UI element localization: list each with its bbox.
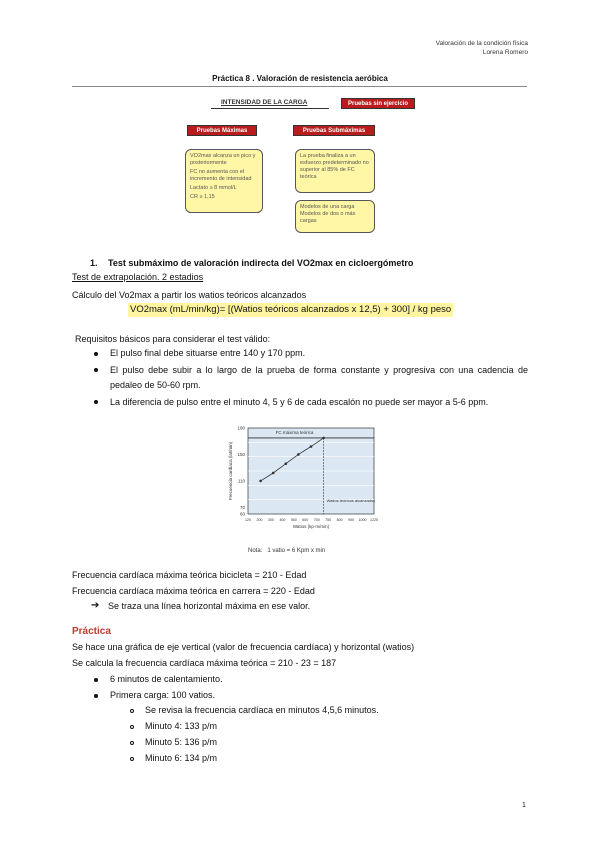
submax-tests-label: Pruebas Submáximas — [293, 125, 375, 136]
bullet-icon — [94, 678, 98, 682]
bullet-icon — [94, 400, 98, 404]
submax-box-text: La prueba finaliza a un esfuerzo predeterminado no superior al 85% de FC teórica — [300, 153, 369, 180]
practice-bullet: Primera carga: 100 vatios. — [110, 690, 216, 700]
submax-box-2 — [295, 200, 375, 233]
bullet-icon — [94, 694, 98, 698]
hr-bike: Frecuencia cardíaca máxima teórica bicicleta = 210 - Edad — [72, 570, 307, 580]
x-tick-label: 700 — [313, 518, 320, 522]
data-point — [297, 453, 300, 456]
max-box-line: FC no aumenta con el incremento de intensidad — [190, 169, 252, 182]
hr-run: Frecuencia cardíaca máxima teórica en carrera = 220 - Edad — [72, 586, 315, 596]
data-point — [272, 472, 275, 475]
data-point — [310, 445, 313, 448]
practice-heading: Práctica — [72, 626, 111, 637]
data-point — [322, 437, 325, 440]
heart-rate-chart — [226, 424, 378, 536]
data-point — [259, 480, 262, 483]
circle-bullet-icon — [130, 725, 134, 729]
max-box-line: VO2max alcanza un pico y posteriormente — [190, 153, 256, 166]
max-box-line: Lactato ≥ 8 mmol/L — [190, 185, 237, 191]
title-rule — [72, 86, 527, 87]
data-point — [285, 462, 288, 465]
arrow-icon: ➔ — [91, 600, 100, 611]
x-tick-label: 200 — [256, 518, 263, 522]
section-number: 1. — [90, 258, 98, 268]
circle-bullet-icon — [130, 741, 134, 745]
y-tick-label: 60 — [239, 511, 245, 517]
submax-box-text: Modelos de una carga — [300, 204, 355, 210]
x-tick-label: 750 — [325, 518, 332, 522]
load-intensity-diagram — [181, 94, 417, 236]
submax-box-text: Modelos de dos o más cargas — [300, 211, 356, 224]
diagram-line — [211, 108, 329, 109]
bullet-icon — [94, 368, 98, 372]
chart-note: Nota: 1 vatio = 6 Kpm x min — [248, 548, 326, 554]
requirement-item: La diferencia de pulso entre el minuto 4, 5 y 6 de cada escalón no puede ser mayor a 5-6 ppm. — [110, 397, 489, 407]
section-heading: Test submáximo de valoración indirecta del VO2max en cicloergómetro — [108, 258, 414, 268]
no-exercise-label: Pruebas sin ejercicio — [341, 98, 415, 109]
page-title: Práctica 8 . Valoración de resistencia aeróbica — [212, 74, 388, 83]
x-tick-label: 900 — [348, 518, 355, 522]
header-title: Valoración de la condición física — [435, 40, 528, 47]
x-tick-label: 600 — [302, 518, 309, 522]
practice-subitem: Minuto 5: 136 p/m — [145, 737, 218, 747]
annotation-bottom: Watios teóricos alcanzados — [326, 498, 376, 503]
circle-bullet-icon — [130, 709, 134, 713]
practice-line: Se calcula la frecuencia cardíaca máxima teórica = 210 - 23 = 187 — [72, 658, 337, 668]
y-tick-label: 190 — [237, 425, 245, 431]
practice-subitem: Se revisa la frecuencia cardíaca en minutos 4,5,6 minutos. — [145, 705, 379, 715]
practice-bullet: 6 minutos de calentamiento. — [110, 674, 223, 684]
x-tick-label: 400 — [279, 518, 286, 522]
page-number: 1 — [522, 802, 526, 809]
header-author: Lorena Romero — [482, 49, 528, 56]
x-tick-label: 1000 — [358, 518, 367, 522]
y-axis-label: Frecuencia cardíaca (lat/min) — [228, 441, 233, 501]
practice-subitem: Minuto 4: 133 p/m — [145, 721, 218, 731]
practice-line: Se hace una gráfica de eje vertical (valor de frecuencia cardíaca) y horizontal (watios) — [72, 642, 415, 652]
max-box-line: CR ≥ 1,15 — [190, 194, 215, 200]
x-axis-label: Watios (kp·m/min) — [292, 524, 330, 529]
arrow-text: Se traza una línea horizontal máxima en ese valor. — [108, 601, 311, 611]
section-subheading: Test de extrapolación. 2 estadios — [72, 272, 204, 282]
vo2max-formula: VO2max (mL/min/kg)= [(Watios teóricos alcanzados x 12,5) + 300] / kg peso — [130, 304, 452, 315]
requirements-title: Requisitos básicos para considerar el test válido: — [75, 334, 271, 344]
x-tick-label: 120 — [245, 518, 251, 522]
x-tick-label: 500 — [290, 518, 297, 522]
y-tick-label: 150 — [237, 451, 245, 457]
calc-text: Cálculo del Vo2max a partir los watios teóricos alcanzados — [72, 290, 307, 300]
x-tick-label: 1225 — [370, 518, 378, 522]
diagram-top-label: INTENSIDAD DE LA CARGA — [221, 99, 308, 106]
submax-box-1 — [295, 149, 375, 193]
requirement-item: El pulso final debe situarse entre 140 y 170 ppm. — [110, 348, 306, 358]
requirement-item: El pulso debe subir a lo largo de la prueba de forma constante y progresiva con una cadencia de pedaleo de 50-60 rpm. — [110, 365, 528, 390]
max-tests-label: Pruebas Máximas — [187, 125, 257, 136]
max-tests-box — [185, 149, 263, 213]
x-tick-label: 300 — [267, 518, 274, 522]
y-tick-label: 110 — [237, 478, 245, 484]
y-tick-label: 70 — [239, 504, 245, 510]
practice-subitem: Minuto 6: 134 p/m — [145, 753, 218, 763]
circle-bullet-icon — [130, 757, 134, 761]
annotation-top: FC máxima teórica — [275, 429, 314, 435]
x-tick-label: 800 — [336, 518, 343, 522]
bullet-icon — [94, 352, 98, 356]
